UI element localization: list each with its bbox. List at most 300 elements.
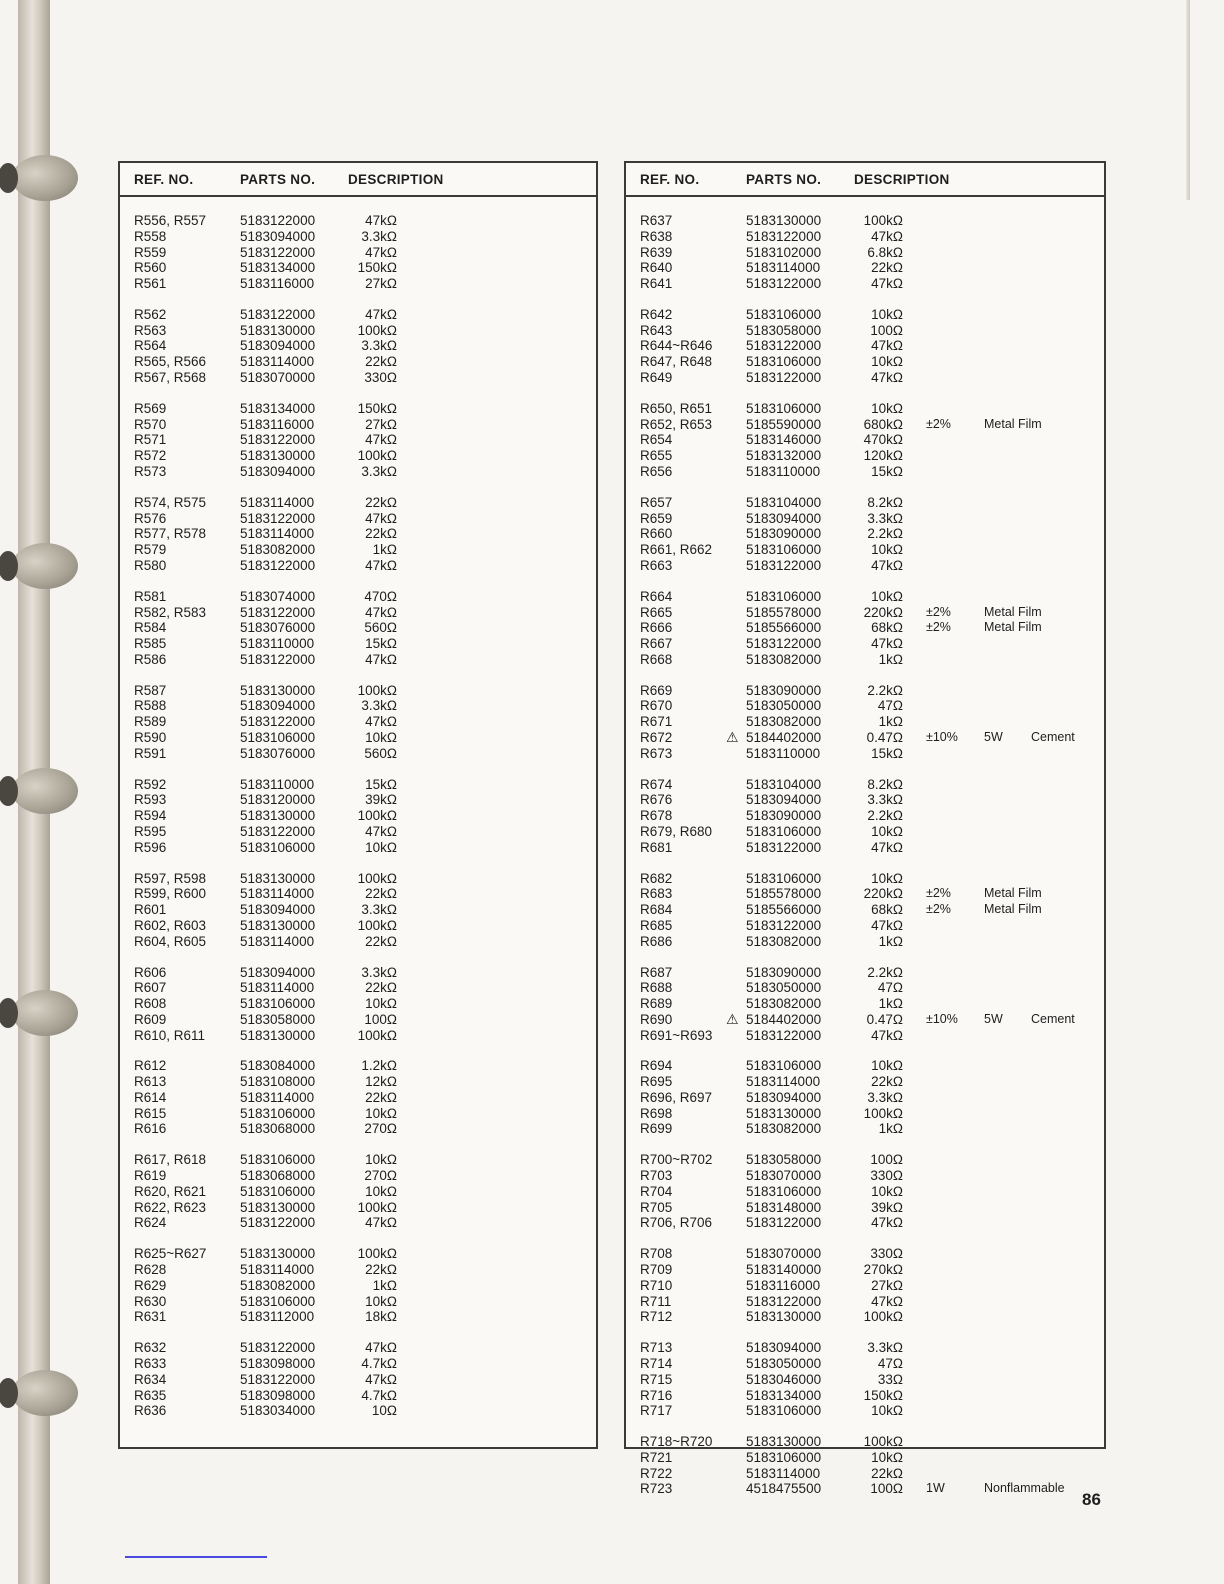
table-row <box>626 1481 1104 1497</box>
ref-cell: R620, R621 <box>134 1183 207 1199</box>
table-row <box>120 370 596 386</box>
parts-no-cell: 5183122000 <box>240 604 316 620</box>
table-header <box>120 163 596 197</box>
table-row <box>626 605 1104 621</box>
table-row <box>120 777 596 793</box>
ref-cell: R656 <box>640 463 673 479</box>
table-row <box>120 652 596 668</box>
table-row <box>120 1340 596 1356</box>
ref-cell: R608 <box>134 996 167 1011</box>
table-row <box>120 698 596 714</box>
parts-no-cell: 5183114000 <box>240 1262 315 1278</box>
table-row <box>626 620 1104 636</box>
ref-cell: R584 <box>134 620 167 636</box>
ref-cell: R705 <box>640 1199 673 1215</box>
parts-no-cell: 5183114000 <box>240 354 315 370</box>
parts-no-cell: 5183106000 <box>240 1152 316 1168</box>
table-row <box>120 1074 596 1090</box>
parts-no-cell: 5183074000 <box>240 588 316 604</box>
ref-cell: R643 <box>640 322 673 338</box>
page-number: 86 <box>1082 1490 1101 1509</box>
parts-no-cell: 5183082000 <box>746 714 822 730</box>
table-row <box>120 526 596 542</box>
rating-cell: Nonflammable <box>984 1481 1065 1496</box>
table-row <box>626 1215 1104 1231</box>
table-row <box>626 1058 1104 1074</box>
value-cell: 47kΩ <box>871 636 903 651</box>
table-row <box>120 401 596 417</box>
value-cell: 47kΩ <box>871 369 903 385</box>
value-cell: 1kΩ <box>878 714 903 730</box>
table-row <box>626 934 1104 950</box>
table-row <box>626 1246 1104 1262</box>
ref-cell: R599, R600 <box>134 886 207 902</box>
ref-cell: R631 <box>134 1309 167 1325</box>
value-cell: 27kΩ <box>365 276 397 291</box>
ref-cell: R560 <box>134 260 167 276</box>
ref-cell: R615 <box>134 1105 167 1121</box>
value-cell: 3.3kΩ <box>361 964 397 980</box>
table-row <box>120 213 596 229</box>
value-cell: 100kΩ <box>357 448 397 464</box>
table-row <box>626 683 1104 699</box>
parts-no-cell: 5183122000 <box>240 823 316 839</box>
table-row <box>626 464 1104 480</box>
ref-cell: R670 <box>640 698 673 714</box>
ref-cell: R585 <box>134 636 167 651</box>
value-cell: 39kΩ <box>365 792 397 808</box>
table-row <box>120 558 596 574</box>
ref-cell: R572 <box>134 448 167 464</box>
ref-cell: R687 <box>640 964 673 980</box>
rating-cell: Metal Film <box>984 604 1042 619</box>
value-cell: 47kΩ <box>365 244 397 260</box>
parts-no-cell: 5183114000 <box>746 260 821 276</box>
table-row <box>626 448 1104 464</box>
value-cell: 1kΩ <box>878 651 903 667</box>
table-row <box>626 824 1104 840</box>
value-cell: 100kΩ <box>863 1434 903 1450</box>
parts-no-cell: 5183106000 <box>240 839 316 855</box>
value-cell: 10kΩ <box>871 354 903 370</box>
value-cell: 47kΩ <box>365 510 397 526</box>
value-cell: 47kΩ <box>365 823 397 839</box>
value-cell: 1kΩ <box>878 996 903 1011</box>
value-cell: 10kΩ <box>365 1105 397 1121</box>
table-row <box>120 323 596 339</box>
table-row <box>626 213 1104 229</box>
value-cell: 150kΩ <box>357 260 397 276</box>
parts-no-cell: 5183110000 <box>746 745 821 761</box>
value-cell: 47kΩ <box>871 1293 903 1309</box>
table-row <box>120 1403 596 1419</box>
value-cell: 47kΩ <box>365 1371 397 1387</box>
table-row <box>120 918 596 934</box>
ref-cell: R638 <box>640 228 673 244</box>
ref-cell: R614 <box>134 1089 167 1105</box>
ref-cell: R574, R575 <box>134 494 207 510</box>
ref-cell: R683 <box>640 886 673 902</box>
ref-cell: R684 <box>640 902 673 918</box>
ref-cell: R714 <box>640 1356 673 1371</box>
header-description: DESCRIPTION <box>348 172 444 187</box>
parts-no-cell: 5183122000 <box>746 338 822 354</box>
value-cell: 47kΩ <box>365 557 397 573</box>
parts-no-cell: 5183106000 <box>746 1449 822 1465</box>
value-cell: 10kΩ <box>871 1183 903 1199</box>
value-cell: 100Ω <box>364 1011 397 1027</box>
value-cell: 1.2kΩ <box>361 1058 397 1074</box>
parts-no-cell: 5183134000 <box>746 1387 822 1403</box>
parts-no-cell: 5183058000 <box>240 1011 316 1027</box>
ref-cell: R624 <box>134 1215 167 1231</box>
table-row <box>626 542 1104 558</box>
value-cell: 220kΩ <box>863 604 903 620</box>
parts-no-cell: 5183106000 <box>746 400 822 416</box>
value-cell: 3.3kΩ <box>361 338 397 354</box>
value-cell: 270Ω <box>364 1121 397 1137</box>
parts-no-cell: 5183034000 <box>240 1403 316 1419</box>
parts-no-cell: 5183106000 <box>746 588 822 604</box>
ref-cell: R579 <box>134 542 167 558</box>
parts-no-cell: 5183094000 <box>240 338 316 354</box>
parts-no-cell: 5183094000 <box>746 1089 822 1105</box>
ref-cell: R715 <box>640 1371 673 1387</box>
ref-cell: R633 <box>134 1356 167 1371</box>
table-row <box>626 432 1104 448</box>
value-cell: 22kΩ <box>365 526 397 542</box>
table-row <box>626 871 1104 887</box>
parts-no-cell: 5183130000 <box>240 808 316 824</box>
parts-no-cell: 5183058000 <box>746 1152 822 1168</box>
ref-cell: R601 <box>134 902 167 918</box>
header-parts-no: PARTS NO. <box>746 172 822 187</box>
parts-no-cell: 5183122000 <box>240 1340 316 1356</box>
ref-cell: R596 <box>134 839 167 855</box>
table-row <box>626 980 1104 996</box>
table-body <box>626 213 1104 1497</box>
parts-no-cell: 5183130000 <box>240 682 316 698</box>
parts-no-cell: 5183050000 <box>746 980 822 996</box>
table-row <box>626 698 1104 714</box>
ref-cell: R669 <box>640 682 673 698</box>
ref-cell: R709 <box>640 1262 673 1278</box>
parts-no-cell: 5183106000 <box>240 1183 316 1199</box>
parts-no-cell: 5183106000 <box>746 306 822 322</box>
parts-no-cell: 5183122000 <box>240 651 316 667</box>
ref-cell: R558 <box>134 228 167 244</box>
tolerance-cell: ±2% <box>926 604 951 619</box>
parts-no-cell: 5183122000 <box>746 369 822 385</box>
parts-no-cell: 5183122000 <box>240 213 316 228</box>
ref-cell: R556, R557 <box>134 213 207 228</box>
ref-cell: R632 <box>134 1340 167 1356</box>
parts-no-cell: 5183068000 <box>240 1121 316 1137</box>
value-cell: 100Ω <box>870 1152 903 1168</box>
table-row <box>626 338 1104 354</box>
ref-cell: R595 <box>134 823 167 839</box>
parts-no-cell: 5183058000 <box>746 322 822 338</box>
table-row <box>120 934 596 950</box>
value-cell: 220kΩ <box>863 886 903 902</box>
table-row <box>120 260 596 276</box>
table-row <box>626 1200 1104 1216</box>
tolerance-cell: ±10% <box>926 1011 958 1026</box>
table-row <box>120 605 596 621</box>
value-cell: 33Ω <box>877 1371 903 1387</box>
value-cell: 100kΩ <box>863 213 903 228</box>
parts-no-cell: 5183106000 <box>240 1293 316 1309</box>
table-row <box>120 1246 596 1262</box>
table-row <box>120 683 596 699</box>
table-row <box>626 354 1104 370</box>
value-cell: 22kΩ <box>871 1074 903 1090</box>
parts-no-cell: 5183134000 <box>240 400 316 416</box>
value-cell: 680kΩ <box>863 416 903 432</box>
parts-no-cell: 5183082000 <box>746 996 822 1011</box>
table-row <box>626 840 1104 856</box>
value-cell: 560Ω <box>364 620 397 636</box>
parts-no-cell: 5183130000 <box>746 1105 822 1121</box>
table-row <box>120 1058 596 1074</box>
parts-no-cell: 5183112000 <box>240 1309 315 1325</box>
value-cell: 100kΩ <box>357 870 397 886</box>
parts-no-cell: 5183130000 <box>240 1199 316 1215</box>
value-cell: 47kΩ <box>365 1215 397 1231</box>
ref-cell: R655 <box>640 448 673 464</box>
parts-no-cell: 5183122000 <box>240 1371 316 1387</box>
value-cell: 10kΩ <box>871 1449 903 1465</box>
parts-no-cell: 5185590000 <box>746 416 822 432</box>
value-cell: 100Ω <box>870 322 903 338</box>
value-cell: 3.3kΩ <box>361 902 397 918</box>
table-row <box>626 808 1104 824</box>
table-row <box>626 1434 1104 1450</box>
ref-cell: R694 <box>640 1058 673 1074</box>
parts-no-cell: 5183122000 <box>746 1027 822 1043</box>
parts-no-cell: 5183082000 <box>240 542 316 558</box>
table-row <box>120 1215 596 1231</box>
ref-cell: R672 <box>640 729 673 745</box>
parts-no-cell: 5183106000 <box>746 1058 822 1074</box>
value-cell: 3.3kΩ <box>867 1340 903 1356</box>
ref-cell: R690 <box>640 1011 673 1027</box>
value-cell: 8.2kΩ <box>867 776 903 792</box>
value-cell: 22kΩ <box>365 1262 397 1278</box>
parts-no-cell: 5183122000 <box>240 1215 316 1231</box>
value-cell: 22kΩ <box>365 354 397 370</box>
ref-cell: R613 <box>134 1074 167 1090</box>
table-row <box>626 526 1104 542</box>
parts-no-cell: 5183122000 <box>746 276 822 291</box>
ref-cell: R708 <box>640 1246 673 1262</box>
table-row <box>626 1028 1104 1044</box>
ref-cell: R628 <box>134 1262 167 1278</box>
parts-no-cell: 5183106000 <box>746 1183 822 1199</box>
ref-cell: R685 <box>640 917 673 933</box>
table-row <box>120 840 596 856</box>
value-cell: 2.2kΩ <box>867 526 903 542</box>
tolerance-cell: ±2% <box>926 620 951 635</box>
value-cell: 3.3kΩ <box>361 228 397 244</box>
ref-cell: R668 <box>640 651 673 667</box>
value-cell: 22kΩ <box>871 1465 903 1481</box>
ref-cell: R663 <box>640 557 673 573</box>
ref-cell: R712 <box>640 1309 673 1325</box>
ref-cell: R571 <box>134 432 167 448</box>
value-cell: 2.2kΩ <box>867 808 903 824</box>
ref-cell: R580 <box>134 557 167 573</box>
value-cell: 100kΩ <box>863 1105 903 1121</box>
table-row <box>626 730 1104 746</box>
value-cell: 330Ω <box>870 1246 903 1262</box>
table-row <box>626 1262 1104 1278</box>
ref-cell: R594 <box>134 808 167 824</box>
ref-cell: R581 <box>134 588 167 604</box>
table-row <box>626 636 1104 652</box>
parts-no-cell: 5183116000 <box>746 1277 821 1293</box>
parts-no-cell: 5185566000 <box>746 902 822 918</box>
ref-cell: R625~R627 <box>134 1246 207 1262</box>
ref-cell: R676 <box>640 792 673 808</box>
parts-no-cell: 5183070000 <box>240 369 316 385</box>
ref-cell: R589 <box>134 714 167 730</box>
table-row <box>120 307 596 323</box>
ref-cell: R723 <box>640 1481 673 1497</box>
ref-cell: R696, R697 <box>640 1089 713 1105</box>
parts-no-cell: 5183108000 <box>240 1074 316 1090</box>
table-row <box>120 1262 596 1278</box>
table-row <box>120 276 596 292</box>
table-row <box>626 1294 1104 1310</box>
ref-cell: R674 <box>640 776 673 792</box>
table-row <box>626 323 1104 339</box>
ref-cell: R671 <box>640 714 673 730</box>
value-cell: 47kΩ <box>871 276 903 291</box>
ref-cell: R681 <box>640 839 673 855</box>
rating-cell: Metal Film <box>984 416 1042 431</box>
ref-cell: R592 <box>134 776 167 792</box>
value-cell: 100kΩ <box>357 1027 397 1043</box>
ref-cell: R647, R648 <box>640 354 713 370</box>
value-cell: 39kΩ <box>871 1199 903 1215</box>
table-row <box>626 511 1104 527</box>
table-row <box>120 636 596 652</box>
value-cell: 8.2kΩ <box>867 494 903 510</box>
parts-no-cell: 5183114000 <box>240 494 315 510</box>
binder-ring <box>12 155 78 201</box>
value-cell: 100kΩ <box>357 808 397 824</box>
rating-cell: Metal Film <box>984 902 1042 917</box>
value-cell: 2.2kΩ <box>867 682 903 698</box>
ref-cell: R635 <box>134 1387 167 1403</box>
ref-cell: R688 <box>640 980 673 996</box>
parts-no-cell: 5183114000 <box>746 1074 821 1090</box>
value-cell: 10kΩ <box>365 996 397 1011</box>
parts-no-cell: 5183110000 <box>240 636 315 651</box>
value-cell: 22kΩ <box>871 260 903 276</box>
table-row <box>626 1340 1104 1356</box>
binder-ring <box>12 543 78 589</box>
value-cell: 10kΩ <box>365 839 397 855</box>
value-cell: 15kΩ <box>365 776 397 792</box>
ref-cell: R718~R720 <box>640 1434 713 1450</box>
table-row <box>626 1184 1104 1200</box>
value-cell: 150kΩ <box>357 400 397 416</box>
parts-no-cell: 5183130000 <box>746 1309 822 1325</box>
table-row <box>120 1200 596 1216</box>
ref-cell: R619 <box>134 1168 167 1184</box>
value-cell: 15kΩ <box>871 745 903 761</box>
type-cell: Cement <box>1031 729 1075 744</box>
ref-cell: R652, R653 <box>640 416 713 432</box>
table-row <box>120 542 596 558</box>
table-row <box>626 401 1104 417</box>
ref-cell: R659 <box>640 510 673 526</box>
parts-no-cell: 5183106000 <box>746 354 822 370</box>
ref-cell: R642 <box>640 306 673 322</box>
table-row <box>626 746 1104 762</box>
value-cell: 560Ω <box>364 745 397 761</box>
parts-no-cell: 5183094000 <box>240 463 316 479</box>
value-cell: 47kΩ <box>871 839 903 855</box>
parts-no-cell: 5183122000 <box>746 1215 822 1231</box>
parts-no-cell: 5183122000 <box>240 306 316 322</box>
parts-no-cell: 5183094000 <box>240 228 316 244</box>
table-row <box>626 652 1104 668</box>
parts-no-cell: 5183090000 <box>746 682 822 698</box>
value-cell: 10kΩ <box>871 1058 903 1074</box>
table-row <box>626 417 1104 433</box>
rating-cell: 5W <box>984 1011 1003 1026</box>
parts-no-cell: 5183084000 <box>240 1058 316 1074</box>
value-cell: 18kΩ <box>365 1309 397 1325</box>
parts-no-cell: 5183140000 <box>746 1262 822 1278</box>
table-row <box>120 902 596 918</box>
parts-no-cell: 5183076000 <box>240 745 316 761</box>
ref-cell: R710 <box>640 1277 673 1293</box>
parts-no-cell: 5183094000 <box>240 698 316 714</box>
ref-cell: R562 <box>134 306 167 322</box>
value-cell: 47kΩ <box>871 557 903 573</box>
parts-no-cell: 5183094000 <box>240 902 316 918</box>
table-row <box>120 245 596 261</box>
ref-cell: R666 <box>640 620 673 636</box>
ref-cell: R567, R568 <box>134 369 207 385</box>
ref-cell: R641 <box>640 276 673 291</box>
ref-cell: R637 <box>640 213 673 228</box>
ref-cell: R604, R605 <box>134 933 207 949</box>
ref-cell: R700~R702 <box>640 1152 713 1168</box>
parts-no-cell: 5183130000 <box>240 1246 316 1262</box>
table-row <box>120 1106 596 1122</box>
ref-cell: R722 <box>640 1465 673 1481</box>
ref-cell: R640 <box>640 260 673 276</box>
table-row <box>626 276 1104 292</box>
parts-no-cell: 5183130000 <box>240 870 316 886</box>
value-cell: 47kΩ <box>365 213 397 228</box>
value-cell: 47kΩ <box>365 306 397 322</box>
parts-no-cell: 5183104000 <box>746 776 822 792</box>
value-cell: 10kΩ <box>365 729 397 745</box>
ref-cell: R610, R611 <box>134 1027 206 1043</box>
value-cell: 22kΩ <box>365 933 397 949</box>
table-row <box>626 1090 1104 1106</box>
ref-cell: R721 <box>640 1449 673 1465</box>
parts-no-cell: 5183116000 <box>240 416 315 432</box>
parts-no-cell: 5183122000 <box>746 228 822 244</box>
ref-cell: R689 <box>640 996 673 1011</box>
